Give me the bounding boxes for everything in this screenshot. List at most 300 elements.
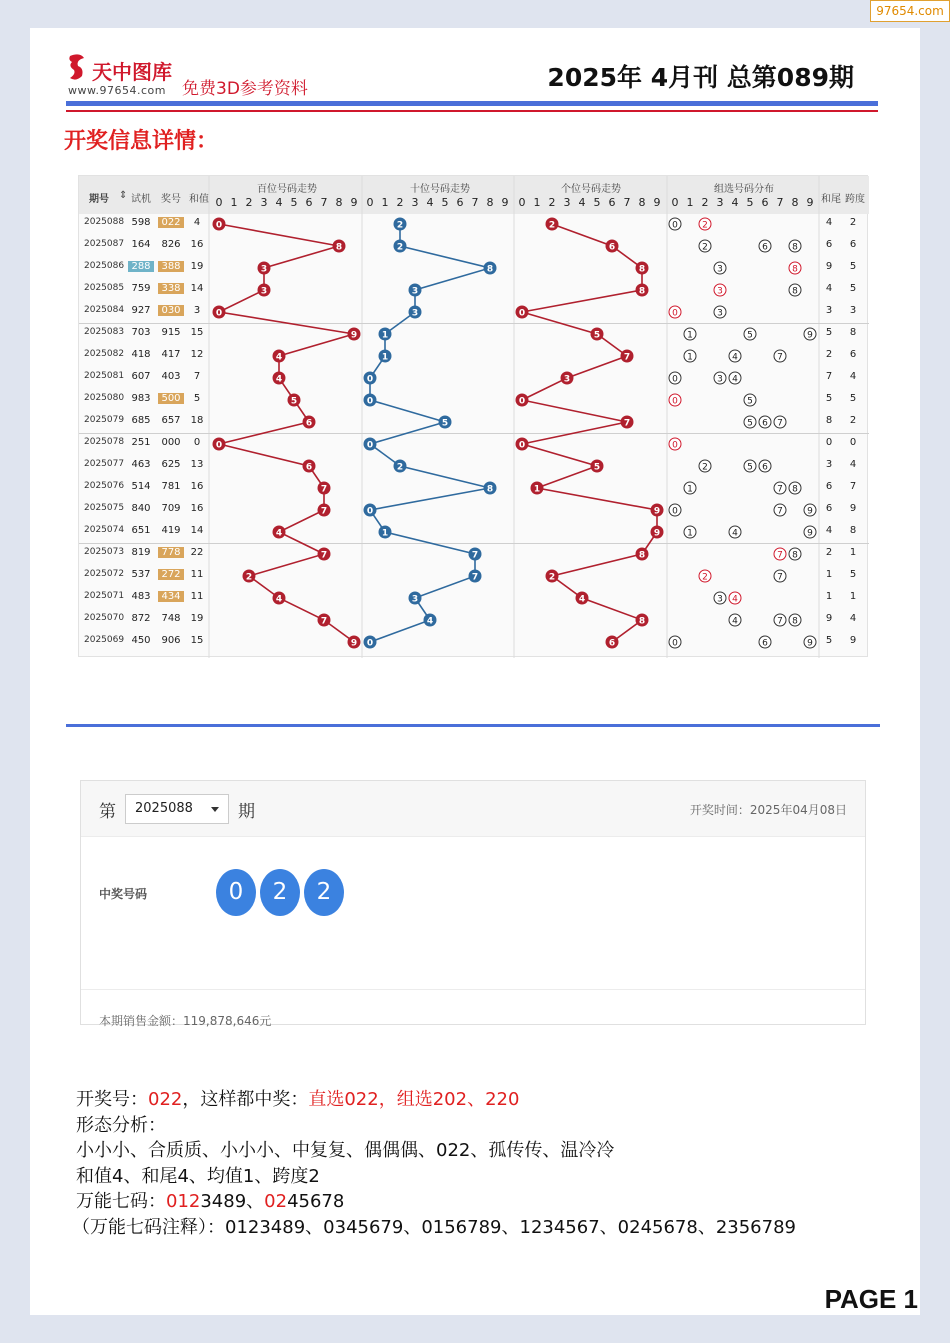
digit-header: 8: [486, 196, 494, 209]
trend-point-t: [379, 526, 392, 539]
trend-point-t: [439, 416, 452, 429]
section-title: 开奖信息详情：: [64, 129, 219, 154]
trend-point-h: [303, 460, 316, 473]
trend-point-u: [591, 328, 604, 341]
tens-trend-header: 十位号码走势: [410, 184, 470, 195]
row-issue: 2025087: [84, 239, 125, 249]
trend-point-h: [273, 350, 286, 363]
trend-point-label: 7: [320, 484, 328, 495]
row-tail: 5: [825, 635, 833, 646]
trend-point-t: [364, 372, 377, 385]
group-digit-label: 1: [687, 330, 693, 341]
row-sum: 15: [190, 635, 204, 646]
trend-point-h: [273, 526, 286, 539]
row-trial: 514: [131, 481, 151, 492]
group-digit-label: 6: [762, 462, 768, 473]
row-prize: 657: [161, 415, 181, 426]
row-issue: 2025077: [84, 459, 125, 469]
trend-point-label: 7: [320, 616, 328, 627]
digit-header: 0: [671, 196, 679, 209]
group-digit-label: 2: [702, 220, 708, 231]
row-tail: 9: [825, 261, 833, 272]
units-trend-header: 个位号码走势: [561, 184, 621, 195]
group-digit-label: 0: [672, 506, 678, 517]
trend-point-label: 4: [275, 594, 283, 605]
row-prize: 781: [161, 481, 181, 492]
analysis-line-6: （万能七码注释）：0123489、0345679、0156789、1234567、0245678、2356789: [72, 1217, 796, 1238]
row-trial: 927: [131, 305, 151, 316]
trend-chart: [78, 175, 868, 657]
group-digit-label: 1: [687, 528, 693, 539]
code2-black: 45678: [287, 1191, 345, 1212]
digit-header: 9: [501, 196, 509, 209]
group-digit-label: 8: [792, 264, 798, 275]
row-prize-tag: 022: [158, 217, 183, 228]
digit-header: 0: [215, 196, 223, 209]
trend-point-label: 4: [426, 616, 434, 627]
digit-header: 2: [701, 196, 709, 209]
digit-header: 4: [426, 196, 434, 209]
issue-select[interactable]: [125, 794, 229, 824]
seven-code-label: 万能七码：: [76, 1191, 166, 1212]
trend-point-label: 2: [396, 462, 404, 473]
row-trial: 651: [131, 525, 151, 536]
digit-header: 4: [731, 196, 739, 209]
row-prize: 419: [161, 525, 181, 536]
analysis-line-1: [76, 1085, 519, 1111]
group-digit-label: 8: [792, 286, 798, 297]
row-prize: [157, 547, 185, 558]
row-trial: [127, 261, 155, 272]
trend-point-label: 2: [396, 220, 404, 231]
row-sum: 3: [193, 305, 201, 316]
row-trial: 537: [131, 569, 151, 580]
issue-select-value: 2025088: [135, 801, 193, 816]
group-digit-label: 5: [747, 462, 753, 473]
header-rule-blue: [66, 101, 878, 106]
trend-point-label: 3: [260, 264, 268, 275]
row-issue: 2025082: [84, 349, 125, 359]
trend-point-label: 7: [320, 506, 328, 517]
digit-header: 9: [350, 196, 358, 209]
hundreds-trend-header: 百位号码走势: [257, 184, 317, 195]
row-span: 2: [849, 415, 857, 426]
trend-point-h: [318, 504, 331, 517]
group-digit-label: 4: [732, 352, 738, 363]
trend-point-label: 7: [623, 418, 631, 429]
row-issue: 2025079: [84, 415, 125, 425]
trend-point-label: 2: [548, 572, 556, 583]
trend-point-label: 0: [518, 440, 526, 451]
group-digit-label: 0: [672, 220, 678, 231]
chevron-down-icon[interactable]: [211, 807, 219, 812]
group-digit-label: 5: [747, 396, 753, 407]
trend-point-t: [379, 328, 392, 341]
group-digit-label: 8: [792, 616, 798, 627]
row-span: 5: [849, 261, 857, 272]
trend-point-label: 7: [320, 550, 328, 561]
row-trial: 983: [131, 393, 151, 404]
row-tail: 6: [825, 239, 833, 250]
row-sum: 19: [190, 261, 204, 272]
group-digit-label: 4: [732, 374, 738, 385]
trend-point-label: 3: [411, 308, 419, 319]
row-issue: 2025080: [84, 393, 125, 403]
trend-point-t: [409, 306, 422, 319]
group-digit-label: 5: [747, 330, 753, 341]
row-prize: 915: [161, 327, 181, 338]
row-trial: 840: [131, 503, 151, 514]
trend-point-label: 2: [396, 242, 404, 253]
row-sum: 14: [190, 283, 204, 294]
digit-header: 7: [471, 196, 479, 209]
digit-header: 5: [593, 196, 601, 209]
draw-time: 开奖时间：2025年04月08日: [689, 803, 847, 817]
digit-header: 2: [245, 196, 253, 209]
row-tail: 2: [825, 547, 833, 558]
digit-header: 6: [608, 196, 616, 209]
trend-point-label: 1: [381, 330, 389, 341]
row-span: 4: [849, 613, 857, 624]
row-sum: 7: [193, 371, 201, 382]
digit-header: 3: [260, 196, 268, 209]
row-issue: 2025072: [84, 569, 125, 579]
trend-point-t: [484, 482, 497, 495]
trend-point-t: [364, 636, 377, 649]
row-span: 1: [849, 591, 857, 602]
trend-point-label: 6: [608, 638, 616, 649]
trend-point-h: [213, 438, 226, 451]
trend-point-label: 2: [245, 572, 253, 583]
row-trial: 819: [131, 547, 151, 558]
trend-point-u: [516, 306, 529, 319]
row-span: 9: [849, 503, 857, 514]
digit-header: 4: [275, 196, 283, 209]
row-prize: 403: [161, 371, 181, 382]
trend-point-label: 7: [471, 572, 479, 583]
analysis-line-3: 小小小、合质质、小小小、中复复、偶偶偶、022、孤传传、温冷冷: [76, 1140, 615, 1161]
group-digit-label: 8: [792, 242, 798, 253]
row-prize-tag: 500: [158, 393, 183, 404]
row-prize: [157, 393, 185, 404]
row-tail: 4: [825, 283, 833, 294]
trend-point-u: [546, 218, 559, 231]
header-rule-red: [66, 110, 878, 112]
digit-header: 3: [563, 196, 571, 209]
row-sum: 5: [193, 393, 201, 404]
trend-point-label: 0: [215, 308, 223, 319]
group-digit-label: 0: [672, 396, 678, 407]
header-subtitle: 免费3D参考资料: [182, 79, 308, 99]
row-prize-tag: 338: [158, 283, 183, 294]
group-digit-label: 6: [762, 638, 768, 649]
row-trial: 685: [131, 415, 151, 426]
row-tail: 3: [825, 459, 833, 470]
sort-icon[interactable]: ⇕: [119, 190, 128, 201]
row-sum: 11: [190, 591, 204, 602]
trend-point-t: [394, 240, 407, 253]
trend-point-u: [621, 350, 634, 363]
trend-point-label: 3: [411, 594, 419, 605]
row-prize: 906: [161, 635, 181, 646]
row-tail: 3: [825, 305, 833, 316]
trend-point-u: [636, 614, 649, 627]
row-issue: 2025076: [84, 481, 125, 491]
trend-point-label: 1: [381, 352, 389, 363]
row-sum: 16: [190, 481, 204, 492]
row-trial: 759: [131, 283, 151, 294]
digit-header: 5: [441, 196, 449, 209]
digit-header: 7: [320, 196, 328, 209]
row-issue: 2025085: [84, 283, 125, 293]
code1-black: 3489: [200, 1191, 247, 1212]
trend-point-t: [364, 504, 377, 517]
group-digit-label: 9: [807, 528, 813, 539]
trend-point-t: [364, 438, 377, 451]
row-span: 2: [849, 217, 857, 228]
row-issue: 2025081: [84, 371, 125, 381]
trend-point-u: [606, 240, 619, 253]
group-digit-label: 3: [717, 594, 723, 605]
trend-point-label: 8: [638, 286, 646, 297]
trend-point-label: 4: [275, 374, 283, 385]
row-sum: 0: [193, 437, 201, 448]
row-span: 8: [849, 525, 857, 536]
col-span-header: 跨度: [845, 194, 865, 205]
row-prize-tag: 434: [158, 591, 183, 602]
row-span: 4: [849, 459, 857, 470]
row-issue: 2025071: [84, 591, 125, 601]
row-span: 5: [849, 569, 857, 580]
trend-point-label: 8: [486, 264, 494, 275]
row-trial: 483: [131, 591, 151, 602]
trend-point-h: [213, 218, 226, 231]
trend-point-h: [273, 372, 286, 385]
row-prize: [157, 283, 185, 294]
trend-point-t: [379, 350, 392, 363]
row-tail: 7: [825, 371, 833, 382]
row-sum: 18: [190, 415, 204, 426]
trend-point-t: [484, 262, 497, 275]
trend-point-u: [636, 284, 649, 297]
page-number: PAGE 1: [824, 1284, 918, 1314]
trend-point-u: [636, 548, 649, 561]
trend-point-label: 8: [638, 616, 646, 627]
row-tail: 9: [825, 613, 833, 624]
trend-point-label: 3: [260, 286, 268, 297]
digit-header: 4: [578, 196, 586, 209]
digit-header: 1: [230, 196, 238, 209]
trend-point-t: [469, 570, 482, 583]
trend-point-label: 0: [366, 638, 374, 649]
digit-header: 8: [638, 196, 646, 209]
trend-point-h: [303, 416, 316, 429]
col-tail-header: 和尾: [821, 194, 841, 205]
group-digit-label: 7: [777, 550, 783, 561]
digit-header: 3: [716, 196, 724, 209]
group-digit-label: 3: [717, 308, 723, 319]
row-prize-tag: 388: [158, 261, 183, 272]
trend-point-label: 7: [623, 352, 631, 363]
row-sum: 12: [190, 349, 204, 360]
digit-header: 3: [411, 196, 419, 209]
digit-header: 1: [686, 196, 694, 209]
row-trial-tag: 288: [128, 261, 153, 272]
digit-header: 8: [791, 196, 799, 209]
group-digit-label: 6: [762, 418, 768, 429]
digit-header: 2: [396, 196, 404, 209]
digit-header: 0: [518, 196, 526, 209]
row-issue: 2025075: [84, 503, 125, 513]
trend-point-h: [318, 614, 331, 627]
row-tail: 6: [825, 503, 833, 514]
row-span: 0: [849, 437, 857, 448]
code-separator: 、: [246, 1191, 265, 1212]
trend-point-t: [409, 592, 422, 605]
issue-prefix: 第: [99, 802, 116, 822]
logo-name: 天中图库: [92, 60, 172, 84]
trend-point-label: 0: [215, 220, 223, 231]
trend-point-label: 5: [593, 462, 601, 473]
digit-header: 1: [381, 196, 389, 209]
row-sum: 19: [190, 613, 204, 624]
row-trial: 607: [131, 371, 151, 382]
trend-point-h: [213, 306, 226, 319]
col-issue-header[interactable]: 期号: [89, 194, 109, 205]
group-digit-label: 7: [777, 418, 783, 429]
group-digit-label: 3: [717, 374, 723, 385]
col-sum-header: 和值: [189, 194, 209, 205]
row-sum: 4: [193, 217, 201, 228]
row-prize: [157, 591, 185, 602]
trend-point-label: 0: [366, 374, 374, 385]
trend-point-label: 8: [638, 264, 646, 275]
trend-point-h: [258, 284, 271, 297]
row-issue: 2025074: [84, 525, 125, 535]
row-trial: 418: [131, 349, 151, 360]
trend-point-t: [364, 394, 377, 407]
row-sum: 16: [190, 503, 204, 514]
row-issue: 2025069: [84, 635, 125, 645]
trend-point-label: 0: [366, 440, 374, 451]
row-tail: 1: [825, 591, 833, 602]
trend-point-h: [348, 636, 361, 649]
sales-amount: 本期销售金额：119,878,646元: [99, 1014, 272, 1028]
trend-point-label: 8: [335, 242, 343, 253]
digit-header: 6: [305, 196, 313, 209]
group-digit-label: 2: [702, 572, 708, 583]
draw-card-header: [81, 781, 865, 837]
group-digit-label: 7: [777, 352, 783, 363]
row-tail: 6: [825, 481, 833, 492]
group-digit-label: 7: [777, 572, 783, 583]
row-prize: [157, 569, 185, 580]
trend-point-u: [561, 372, 574, 385]
prize-label: 中奖号码: [99, 887, 148, 901]
trend-point-label: 1: [533, 484, 541, 495]
row-trial: 463: [131, 459, 151, 470]
trend-point-u: [576, 592, 589, 605]
digit-header: 9: [653, 196, 661, 209]
group-digit-label: 0: [672, 440, 678, 451]
row-issue: 2025073: [84, 547, 125, 557]
trend-point-h: [318, 548, 331, 561]
row-trial: 703: [131, 327, 151, 338]
code2-red: 02: [264, 1191, 288, 1212]
prize-ball: 0: [216, 869, 256, 916]
row-span: 7: [849, 481, 857, 492]
prize-number-label: 开奖号：: [76, 1089, 148, 1110]
digit-header: 8: [335, 196, 343, 209]
row-sum: 16: [190, 239, 204, 250]
trend-point-label: 8: [486, 484, 494, 495]
row-span: 3: [849, 305, 857, 316]
row-issue: 2025083: [84, 327, 125, 337]
row-span: 5: [849, 283, 857, 294]
digit-header: 1: [533, 196, 541, 209]
row-prize-tag: 272: [158, 569, 183, 580]
trend-point-h: [348, 328, 361, 341]
digit-header: 6: [761, 196, 769, 209]
row-span: 1: [849, 547, 857, 558]
trend-point-u: [546, 570, 559, 583]
row-prize: [157, 305, 185, 316]
group-digit-label: 2: [702, 462, 708, 473]
analysis-line-4: 和值4、和尾4、均值1、跨度2: [76, 1166, 320, 1187]
row-tail: 0: [825, 437, 833, 448]
group-digit-label: 4: [732, 594, 738, 605]
row-span: 8: [849, 327, 857, 338]
row-trial: 164: [131, 239, 151, 250]
analysis-line-2: 形态分析：: [76, 1115, 166, 1136]
trend-point-u: [531, 482, 544, 495]
trend-point-label: 6: [305, 418, 313, 429]
row-span: 9: [849, 635, 857, 646]
trend-point-label: 4: [275, 528, 283, 539]
group-digit-label: 0: [672, 638, 678, 649]
trend-point-label: 7: [471, 550, 479, 561]
digit-header: 6: [456, 196, 464, 209]
group-digit-label: 9: [807, 330, 813, 341]
group-digit-label: 4: [732, 528, 738, 539]
trend-point-t: [394, 460, 407, 473]
row-prize: [157, 217, 185, 228]
trend-point-h: [243, 570, 256, 583]
trend-point-label: 9: [350, 330, 358, 341]
col-prize-header: 奖号: [161, 194, 181, 205]
row-prize: 000: [161, 437, 181, 448]
row-span: 6: [849, 239, 857, 250]
row-tail: 5: [825, 327, 833, 338]
group-digit-label: 8: [792, 550, 798, 561]
digit-header: 5: [290, 196, 298, 209]
group-digit-label: 7: [777, 506, 783, 517]
row-sum: 15: [190, 327, 204, 338]
prize-number-mid: ，这样都中奖：: [182, 1089, 309, 1110]
trend-point-label: 9: [653, 506, 661, 517]
trend-point-label: 9: [350, 638, 358, 649]
trend-point-label: 6: [305, 462, 313, 473]
trend-point-label: 8: [638, 550, 646, 561]
row-sum: 13: [190, 459, 204, 470]
trend-point-label: 5: [441, 418, 449, 429]
row-prize: 826: [161, 239, 181, 250]
row-tail: 4: [825, 525, 833, 536]
trend-point-label: 5: [290, 396, 298, 407]
trend-point-label: 4: [275, 352, 283, 363]
trend-point-u: [621, 416, 634, 429]
draw-card: [80, 780, 866, 1028]
